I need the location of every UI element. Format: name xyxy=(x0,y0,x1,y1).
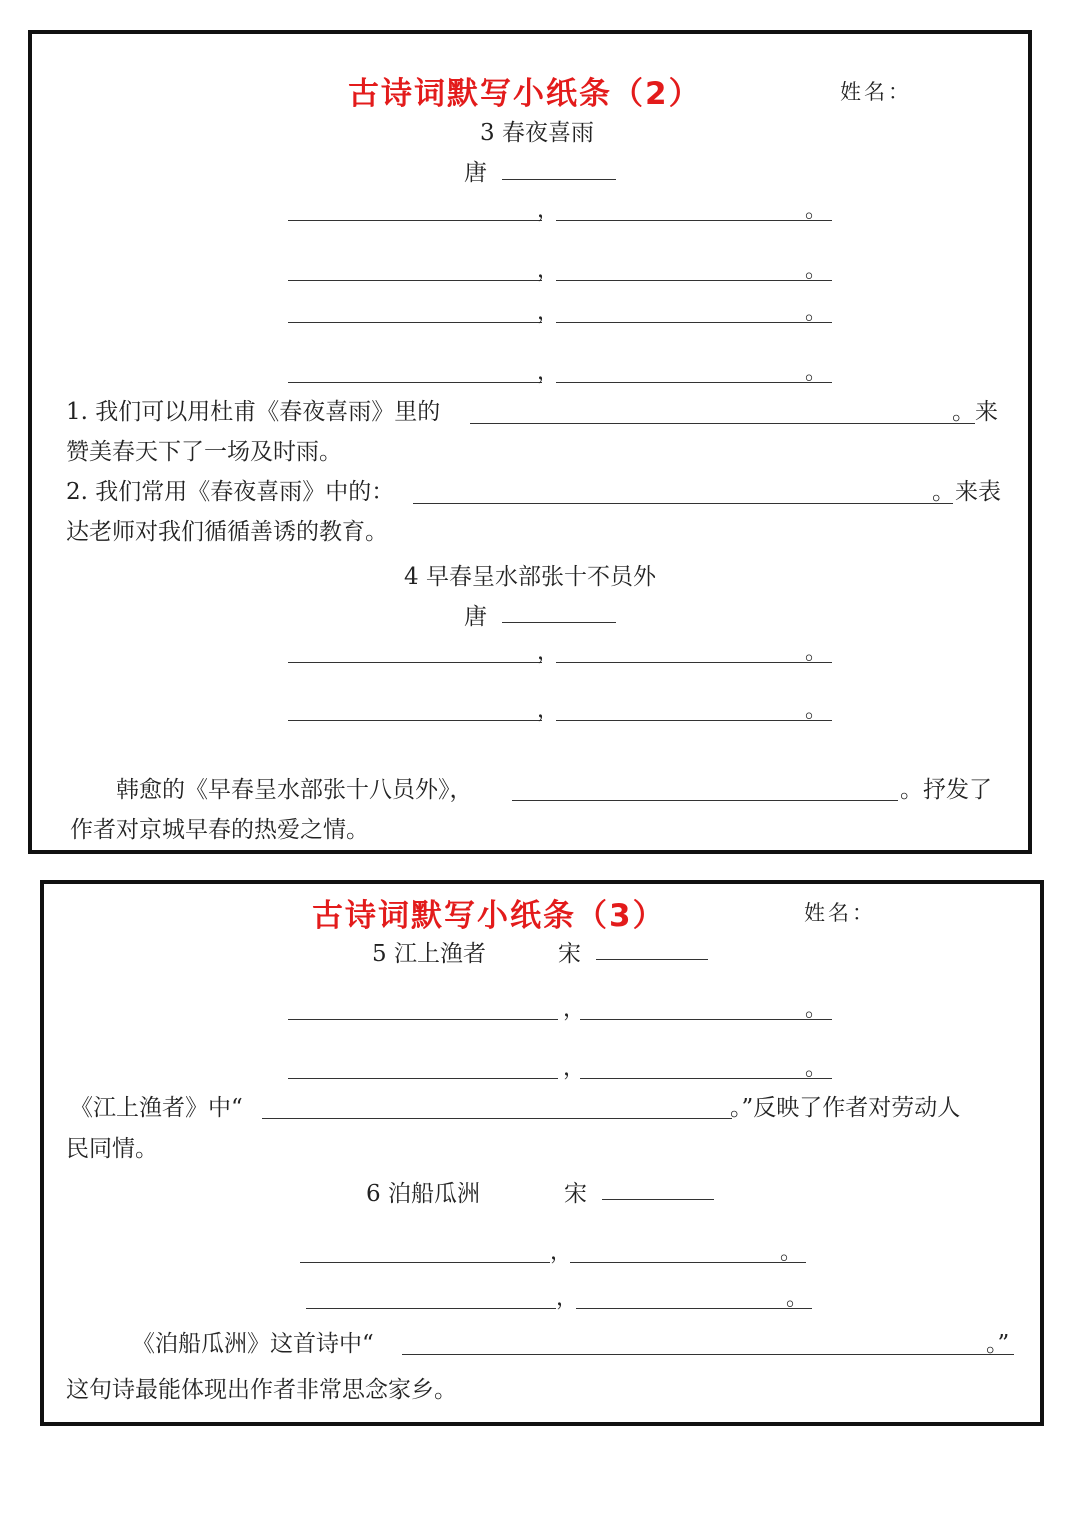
question-3-text-end: 。抒发了 xyxy=(900,777,992,803)
poem-5-title: 5 江上渔者 xyxy=(372,941,486,967)
poem-6-line-2-period: 。 xyxy=(786,1286,809,1311)
question-4-text: 《江上渔者》中“ xyxy=(70,1095,243,1121)
poem-5-line-1-comma: ， xyxy=(563,997,586,1022)
poem-6-line-2-comma: ， xyxy=(556,1286,579,1311)
question-3-answer-blank[interactable] xyxy=(512,800,898,801)
poem-3-line-4-period: 。 xyxy=(805,360,828,385)
poem-6-line-1-comma: ， xyxy=(550,1240,573,1265)
poem-3-line-3-period: 。 xyxy=(805,300,828,325)
poem-4-line-2-period: 。 xyxy=(805,698,828,723)
poem-3-title: 3 春夜喜雨 xyxy=(480,120,594,146)
question-5-answer-blank[interactable] xyxy=(402,1354,1014,1355)
question-3-text: 韩愈的《早春呈水部张十八员外》， xyxy=(116,777,473,803)
poem-6-line-2-second-half[interactable] xyxy=(576,1308,812,1309)
poem-4-dynasty: 唐 xyxy=(464,604,487,630)
question-1-answer-blank[interactable] xyxy=(470,423,975,424)
card-3-name-label: 姓名： xyxy=(804,901,876,925)
question-4-text-line-2: 民同情。 xyxy=(66,1136,158,1162)
poem-6-title: 6 泊船瓜洲 xyxy=(366,1181,480,1207)
poem-3-line-3-first-half[interactable] xyxy=(288,322,542,323)
poem-5-line-2-second-half[interactable] xyxy=(580,1078,832,1079)
poem-4-title: 4 早春呈水部张十不员外 xyxy=(404,564,656,590)
poem-4-line-2-comma: ， xyxy=(537,698,560,723)
poem-3-line-1-period: 。 xyxy=(805,198,828,223)
poem-3-line-4-first-half[interactable] xyxy=(288,382,542,383)
question-3-text-line-2: 作者对京城早春的热爱之情。 xyxy=(70,817,369,843)
poem-3-line-2-second-half[interactable] xyxy=(556,280,832,281)
poem-3-line-2-first-half[interactable] xyxy=(288,280,542,281)
poem-3-line-1-comma: ， xyxy=(537,198,560,223)
poem-6-line-2-first-half[interactable] xyxy=(306,1308,556,1309)
poem-5-line-2-first-half[interactable] xyxy=(288,1078,558,1079)
question-2-text-line-2: 达老师对我们循循善诱的教育。 xyxy=(66,519,388,545)
poem-3-line-1-first-half[interactable] xyxy=(288,220,542,221)
poem-6-line-1-second-half[interactable] xyxy=(570,1262,806,1263)
poem-5-line-2-comma: ， xyxy=(563,1056,586,1081)
question-2-answer-blank[interactable] xyxy=(413,503,953,504)
question-1-text: 1. 我们可以用杜甫《春夜喜雨》里的 xyxy=(66,399,441,425)
question-1-text-line-2: 赞美春天下了一场及时雨。 xyxy=(66,439,342,465)
question-1-text-end: 。来 xyxy=(952,399,998,425)
question-5-text-line-2: 这句诗最能体现出作者非常思念家乡。 xyxy=(66,1377,457,1403)
poem-3-line-2-comma: ， xyxy=(537,258,560,283)
poem-4-line-2-second-half[interactable] xyxy=(556,720,832,721)
poem-3-author-blank[interactable] xyxy=(502,179,616,180)
question-2-text-end: 。来表 xyxy=(932,479,1001,505)
poem-5-line-2-period: 。 xyxy=(805,1056,828,1081)
poem-5-dynasty: 宋 xyxy=(558,941,581,967)
poem-3-line-1-second-half[interactable] xyxy=(556,220,832,221)
poem-6-line-1-period: 。 xyxy=(780,1240,803,1265)
card-2-name-label: 姓名： xyxy=(840,80,912,104)
poem-4-line-1-second-half[interactable] xyxy=(556,662,832,663)
card-3-title: 古诗词默写小纸条（3） xyxy=(312,898,666,934)
poem-4-line-1-comma: ， xyxy=(537,640,560,665)
poem-3-line-4-comma: ， xyxy=(537,360,560,385)
poem-3-line-4-second-half[interactable] xyxy=(556,382,832,383)
question-4-text-end: 。”反映了作者对劳动人 xyxy=(730,1095,961,1121)
poem-5-line-1-second-half[interactable] xyxy=(580,1019,832,1020)
poem-6-author-blank[interactable] xyxy=(602,1199,714,1200)
question-5-text-end: 。” xyxy=(986,1331,1010,1357)
poem-4-line-2-first-half[interactable] xyxy=(288,720,542,721)
poem-6-line-1-first-half[interactable] xyxy=(300,1262,550,1263)
poem-3-line-3-second-half[interactable] xyxy=(556,322,832,323)
poem-4-line-1-first-half[interactable] xyxy=(288,662,542,663)
card-2-title: 古诗词默写小纸条（2） xyxy=(348,76,702,112)
poem-5-line-1-period: 。 xyxy=(805,997,828,1022)
poem-4-line-1-period: 。 xyxy=(805,640,828,665)
question-5-text: 《泊船瓜洲》这首诗中“ xyxy=(132,1331,374,1357)
poem-5-author-blank[interactable] xyxy=(596,959,708,960)
question-2-text: 2. 我们常用《春夜喜雨》中的： xyxy=(66,479,395,505)
question-4-answer-blank[interactable] xyxy=(262,1118,732,1119)
poem-5-line-1-first-half[interactable] xyxy=(288,1019,558,1020)
poem-4-author-blank[interactable] xyxy=(502,622,616,623)
poem-3-line-3-comma: ， xyxy=(537,300,560,325)
poem-3-dynasty: 唐 xyxy=(464,160,487,186)
poem-6-dynasty: 宋 xyxy=(564,1181,587,1207)
poem-3-line-2-period: 。 xyxy=(805,258,828,283)
